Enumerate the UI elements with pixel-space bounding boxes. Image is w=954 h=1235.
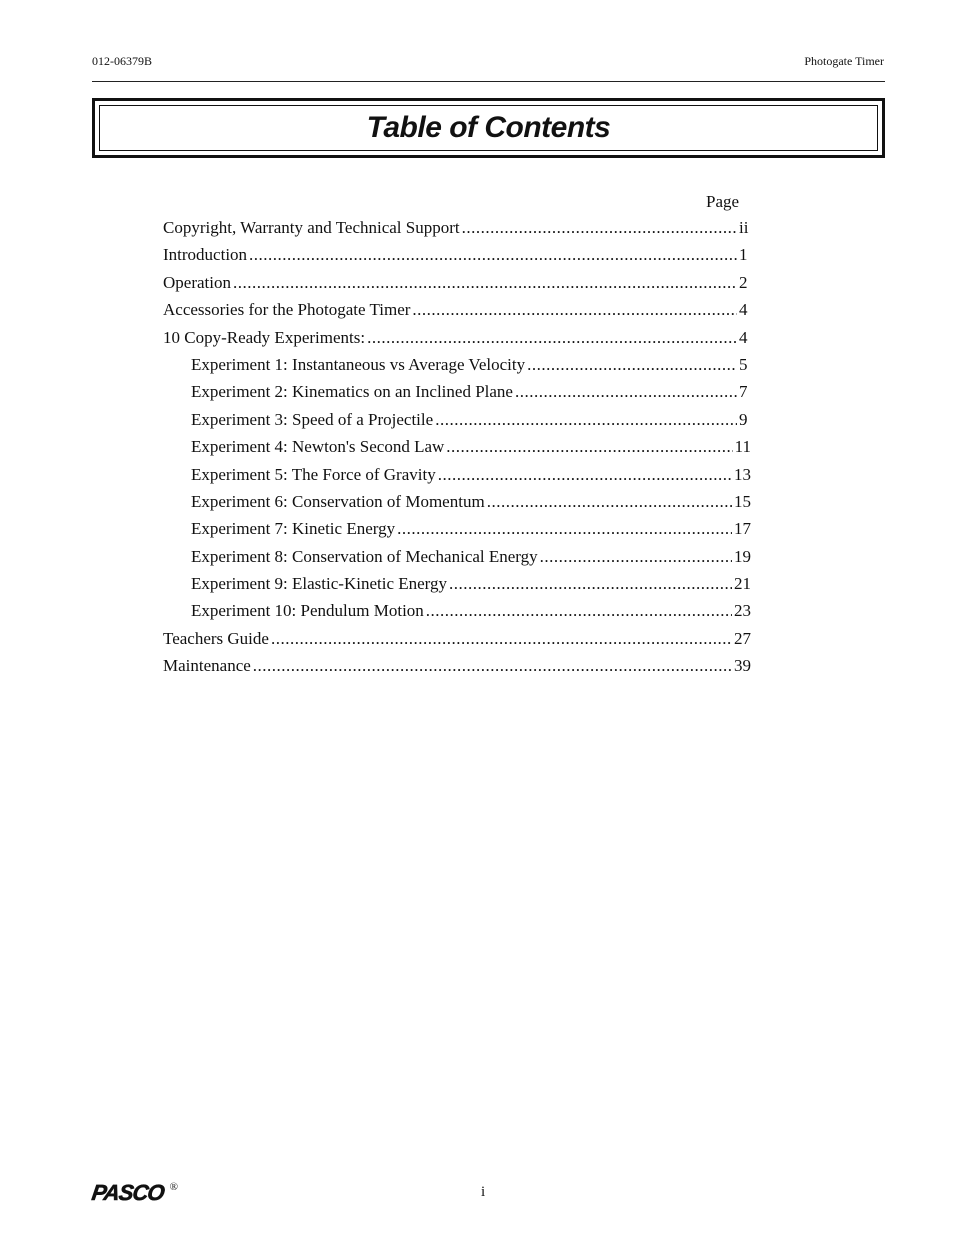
registered-mark: ® [169,1181,178,1193]
toc-entry-page: 13 [734,464,751,484]
toc-entry [163,435,751,462]
toc-dot-leader [412,298,737,322]
toc-dot-leader [449,572,732,596]
toc-dot-leader [540,545,732,569]
toc-entry-page: 4 [739,327,748,347]
toc-entry [163,517,751,544]
toc-entry-title: Experiment 6: Conservation of Momentum [191,491,485,511]
footer-page-number: i [481,1184,486,1200]
toc-entry-page: ii [739,218,749,237]
toc-entry-title: Teachers Guide [163,628,269,648]
toc-entry [163,353,751,380]
toc-entry-title: Experiment 10: Pendulum Motion [191,601,424,621]
page-header-doc-number: 012-06379B [92,54,152,68]
toc-dot-leader [527,353,737,377]
toc-entry-page: 19 [734,546,751,566]
toc-entry-title: Experiment 2: Kinematics on an Inclined Plane [191,382,513,402]
toc-entry-page: 1 [739,245,748,265]
toc-entry [163,627,751,654]
toc-entry-page: 4 [739,300,748,320]
toc-entry [163,271,751,298]
toc-dot-leader [462,216,737,240]
toc-dot-leader [253,654,732,678]
toc-entry [163,654,751,681]
pasco-logo-text: PASCO [90,1180,166,1205]
toc-entry-title: Maintenance [163,656,251,676]
toc-entry-page: 5 [739,354,748,374]
toc-entry-title: Experiment 8: Conservation of Mechanical Energy [191,546,538,566]
toc-entry-title: 10 Copy-Ready Experiments: [163,327,366,347]
toc-entry [163,572,751,599]
toc-entry-page: 15 [734,491,751,511]
toc-entry [163,326,751,353]
toc-entry [163,298,751,325]
title-box-inner-frame [99,105,878,151]
toc-entry [163,216,751,243]
page-column-label: Page [706,192,740,211]
page-title: Table of Contents [366,111,611,144]
toc-dot-leader [438,463,732,487]
toc-dot-leader [487,490,732,514]
pasco-logo [92,1180,178,1206]
toc-entry [163,545,751,572]
toc-entry-title: Experiment 1: Instantaneous vs Average Velocity [191,354,526,374]
page-header-product-name: Photogate Timer [804,54,884,68]
toc-entry-title: Copyright, Warranty and Technical Support [163,218,460,237]
toc-entry [163,380,751,407]
toc-entry-title: Introduction [163,245,248,265]
toc-dot-leader [446,435,732,459]
toc-entry-title: Experiment 4: Newton's Second Law [191,437,445,457]
toc-entry [163,490,751,517]
toc-entry-title: Accessories for the Photogate Timer [163,300,411,320]
toc-entry [163,599,751,626]
toc-entry-page: 23 [734,601,751,621]
toc-entry-page: 9 [739,409,748,429]
toc-list [163,216,751,682]
toc-entry [163,463,751,490]
toc-dot-leader [367,326,737,350]
toc-entry-title: Operation [163,272,231,292]
toc-dot-leader [515,380,737,404]
toc-entry-page: 39 [734,656,751,676]
toc-dot-leader [397,517,732,541]
toc-entry-page: 17 [734,519,751,539]
toc-dot-leader [435,408,737,432]
toc-entry-title: Experiment 9: Elastic-Kinetic Energy [191,574,448,594]
toc-entry-page: 2 [739,272,748,292]
toc-entry [163,243,751,270]
toc-entry-title: Experiment 3: Speed of a Projectile [191,409,434,429]
toc-entry-page: 11 [734,437,751,457]
toc-entry [163,408,751,435]
header-divider [92,81,885,82]
toc-entry-page: 21 [734,574,751,594]
toc-entry-page: 7 [739,382,748,402]
toc-entry-title: Experiment 7: Kinetic Energy [191,519,396,539]
toc-dot-leader [233,271,737,295]
toc-entry-page: 27 [734,628,751,648]
toc-dot-leader [271,627,732,651]
title-box [92,98,885,158]
toc-dot-leader [249,243,737,267]
toc-dot-leader [426,599,732,623]
toc-entry-title: Experiment 5: The Force of Gravity [191,464,436,484]
